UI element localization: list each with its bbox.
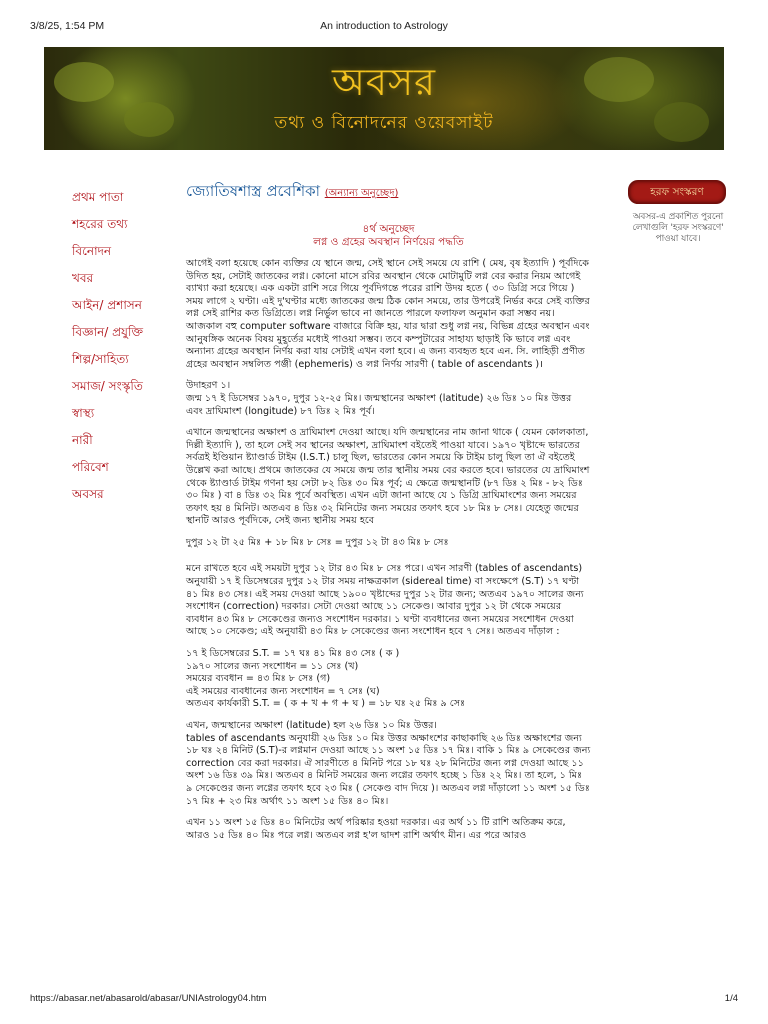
paragraph: এখন, জন্মস্থানের অক্ষাংশ (latitude) হল ২৬ ডিঃ ১০ মিঃ উত্তর। tables of ascendants অনুযায়ী ২৬ ডিঃ ১০ মিঃ উত্তর অক্ষাংশের কাছাকাছি ২৬ ডিঃ অক্ষাংশের জন্য ১৮ ঘঃ ২৪ মিনিট (S.T)-র লগ্নমান দেওয়া আছে ১১ অংশ ১৫ ডিঃ ১৭ মিঃ। বাকি ১ মিঃ ৯ সেকেণ্ডের জন্য correction বের করা দরকার। ঐ সারণীতে ৪ মিনিট পরে ১৮ ঘঃ ২৮ মিনিটের জন্য লগ্ন দেওয়া আছে ১১ অংশ ১৬ ডিঃ ৩৯ মিঃ। অতএব ৪ মিনিট সময়ের জন্য লগ্নের তফাৎ হচ্ছে ১ ডিঃ ২২ মিঃ। তা হলে, ১ মিঃ ৯ সেকেণ্ডের জন্য লগ্নের তফাৎ হবে ২৩ মিঃ ( সেকেণ্ড বাদ দিয়ে )। অতএব লগ্ন দাঁড়ালো ১১ অংশ ১৫ ডিঃ ১৭ মিঃ + ২৩ মিঃ অর্থাৎ ১১ অংশ ১৫ ডিঃ ৪০ মিঃ। [186,720,591,807]
chapter-number: ৪র্থ অনুচ্ছেদ [362,223,415,235]
page-number: 1/4 [724,993,738,1004]
right-sidebar [628,180,728,245]
site-tagline: তথ্য ও বিনোদনের ওয়েবসাইট [274,113,494,133]
print-title: An introduction to Astrology [320,20,448,32]
other-chapters-link[interactable]: (অন্যান্য অনুচ্ছেদ) [324,188,399,199]
print-footer [0,993,768,1013]
print-date: 3/8/25, 1:54 PM [30,20,105,32]
harf-edition-button[interactable]: হরফ সংস্করণ [628,180,726,204]
nav-item-law-administration[interactable]: আইন/ প্রশাসন [72,298,142,312]
nav-item-news[interactable]: খবর [72,271,94,285]
article-title: জ্যোতিষশাস্ত্র প্রবেশিকা [186,182,320,200]
nav-item-women[interactable]: নারী [72,433,93,447]
chapter-heading [186,223,591,249]
nav-item-environment[interactable]: পরিবেশ [72,460,109,474]
nav-item-society-culture[interactable]: সমাজ/ সংস্কৃতি [72,379,143,393]
nav-item-health[interactable]: স্বাস্থ্য [72,406,95,420]
left-nav [72,190,162,514]
nav-item-science-technology[interactable]: বিজ্ঞান/ প্রযুক্তি [72,325,144,339]
article [186,180,591,851]
page-url: https://abasar.net/abasarold/abasar/UNIAstrology04.htm [30,993,267,1004]
paragraph: উদাহরণ ১। জন্ম ১৭ ই ডিসেম্বর ১৯৭০, দুপুর ১২-২৫ মিঃ। জন্মস্থানের অক্ষাংশ (latitude) ২৬ ডিঃ ১০ মিঃ উত্তর এবং দ্রাঘিমাংশ (longitude) ৮৭ ডিঃ ২ মিঃ পূর্ব। [186,380,572,417]
article-heading [186,180,591,205]
calculation-list: ১৭ ই ডিসেম্বরের S.T. = ১৭ ঘঃ ৪১ মিঃ ৪৩ সেঃ ( ক ) ১৯৭০ সালের জন্য সংশোধন = ১১ সেঃ (খ) সময়ের ব্যবধান = ৪৩ মিঃ ৮ সেঃ (গ) এই সময়ের ব্যবধানের জন্য সংশোধন = ৭ সেঃ (ঘ) অতএব কার্যকারী S.T. = ( ক + খ + গ + ঘ ) = ১৮ ঘঃ ২৫ মিঃ ৯ সেঃ [186,648,466,710]
paragraph: এখন ১১ অংশ ১৫ ডিঃ ৪০ মিনিটের অর্থ পরিষ্কার হওয়া দরকার। এর অর্থ ১১ টি রাশি অতিক্রম করে, আরও ১৫ ডিঃ ৪০ মিঃ পরে লগ্ন। অতএব লগ্ন হ'ল দ্বাদশ রাশি অর্থাৎ মীন। এর পরে আরও [186,817,566,841]
paragraph: আগেই বলা হয়েছে কোন ব্যক্তির যে স্থানে জন্ম, সেই স্থানে সেই সময়ে যে রাশি ( মেষ, বৃষ ইত্যাদি ) পূর্বদিকে উদিত হয়, সেটাই জাতকের লগ্ন। কোনো মাসে রবির অবস্থান থেকে মোটামুটি লগ্ন বের করার নিয়ম আগেই ব্যাখ্যা করা হয়েছে। এক একটা রাশি সরে গিয়ে পূর্বদিগন্তে পরের রাশি উদয় হতে ( ৩০ ডিগ্রি সরে গিয়ে ) সময় লাগে ২ ঘণ্টা। এই দু'ঘণ্টার মধ্যে জাতকের জন্ম ঠিক কোন সময়ে, তার উপরেই নির্ভর করে সেই ব্যক্তির লগ্ন সেই রাশির কত ডিগ্রিতে। লগ্ন নির্ভুল ভাবে না জানতে পারলে ফলাফল অনুমান করা সম্ভব নয়। আজকাল বহু computer software বাজারে বিক্রি হয়, যার দ্বারা শুধু লগ্ন নয়, বিভিন্ন গ্রহের অবস্থান এবং আনুষঙ্গিক অনেক বিষয় মুহূর্তের মধ্যেই পাওয়া সম্ভব। তবে কম্পুটারের সাহায্য ছাড়াই কি ভাবে লগ্ন এবং অন্যান্য গ্রহের অবস্থান নির্ণয় করা যায় সেটাই এখন বলা হবে। এ জন্য ব্যবহৃত হবে এন. সি. লাহিড়ী প্রণীত গ্রহের অবস্থান সম্বলিত পঞ্জী (ephemeris) ও লগ্ন নির্ণয় সারণী ( table of ascendants )। [186,258,590,370]
nav-item-city-info[interactable]: শহরের তথ্য [72,217,128,231]
chapter-subtitle: লগ্ন ও গ্রহের অবস্থান নির্ণয়ের পদ্ধতি [313,236,464,248]
nav-item-home[interactable]: প্রথম পাতা [72,190,124,204]
harf-edition-note: অবসর-এ প্রকাশিত পুরনো লেখাগুলি 'হরফ সংস্করণে' পাওয়া যাবে। [632,212,724,244]
paragraph: এখানে জন্মস্থানের অক্ষাংশ ও দ্রাঘিমাংশ দেওয়া আছে। যদি জন্মস্থানের নাম জানা থাকে ( যেমন কোলকাতা, দিল্লী ইত্যাদি ), তা হলে সেই সব স্থানের অক্ষাংশ, দ্রাঘিমাংশ বইতেই পাওয়া যাবে। ১৯৭০ খৃষ্টাব্দে ভারতের সর্বত্রই ইণ্ডিয়ান ষ্ট্যাণ্ডার্ড টাইম (I.S.T.) চালু ছিল, ভারতের কোন সময়ে কি টাইম চালু ছিল তা ঐ বইতেই উল্লেখ করা আছে। প্রথমে জাতকের যে সময়ে জন্ম তার স্থানীয় সময় বের করতে হবে। ভারতের যে দ্রাঘিমাংশ থেকে ষ্ট্যাণ্ডার্ড টাইম গণনা হয় সেটা ৮২ ডিঃ ৩০ মিঃ পূর্ব; এ ক্ষেত্রে জন্মস্থানটি (৮৭ ডিঃ ২ মিঃ - ৮২ ডিঃ ৩০ মিঃ ) বা ৪ ডিঃ ৩২ মিঃ পূর্বে অবস্থিত। এখন এটা জানা আছে যে ১ ডিগ্রি দ্রাঘিমাংশের জন্য সময়ের তফাৎ হয় ৪ মিনিট। অতএব ৪ ডিঃ ৩২ মিনিটের জন্য সময়ের তফাৎ হবে ১৮ মিঃ ৮ সেঃ। যেহেতু জন্মের স্থানটি আরও পূর্বদিকে, সেই জন্য স্থানীয় সময় হবে [186,427,590,527]
nav-item-abasar[interactable]: অবসর [72,487,104,501]
site-title: অবসর [331,60,437,104]
nav-item-entertainment[interactable]: বিনোদন [72,244,112,258]
print-header [0,0,768,40]
site-banner[interactable] [44,47,724,150]
paragraph: মনে রাখতে হবে এই সময়টা দুপুর ১২ টার ৪৩ মিঃ ৮ সেঃ পরে। এখন সারণী (tables of ascendants) অনুযায়ী ১৭ ই ডিসেম্বরের দুপুর ১২ টার সময় নাক্ষত্রকাল (sidereal time) বা সংক্ষেপে (S.T) ১৭ ঘণ্টা ৪১ মিঃ ৪৩ সেঃ। এই সময় দেওয়া আছে ১৯০০ খৃষ্টাব্দের দুপুর ১২ টার জন্য; অতএব ১৯৭০ সালের জন্য সংশোধন (correction) দরকার। সেটা দেওয়া আছে ১১ সেকেণ্ড। আবার দুপুর ১২ টা থেকে সময়ের ব্যবধান ৪৩ মিঃ ৮ সেকেণ্ডের জন্যও সংশোধন দরকার। ১ ঘণ্টা ব্যবধানের জন্য সময়ের সংশোধন দেওয়া আছে ১০ সেকেণ্ড; এই অনুযায়ী ৪৩ মিঃ ৮ সেকেণ্ডের জন্য সংশোধন হবে ৭ সেঃ। অতএব দাঁড়াল : [186,563,584,638]
nav-item-art-literature[interactable]: শিল্প/সাহিত্য [72,352,129,366]
time-equation: দুপুর ১২ টা ২৫ মিঃ + ১৮ মিঃ ৮ সেঃ = দুপুর ১২ টা ৪৩ মিঃ ৮ সেঃ [186,536,449,548]
article-body [186,258,591,842]
